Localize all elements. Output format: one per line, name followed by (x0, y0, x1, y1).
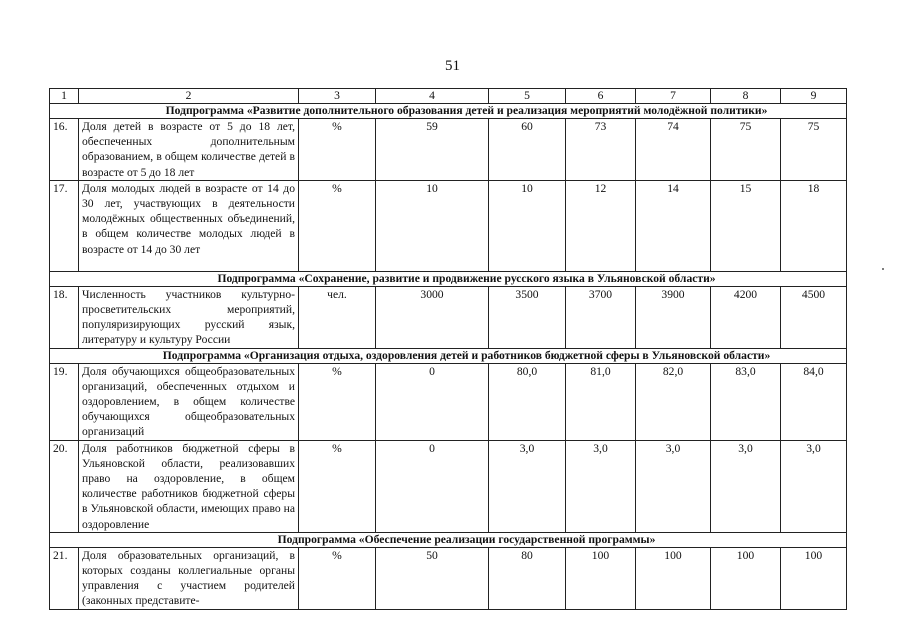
row-number: 21. (50, 547, 79, 609)
header-cell: 9 (781, 89, 847, 104)
header-cell: 7 (636, 89, 711, 104)
row-number: 18. (50, 286, 79, 348)
header-cell: 6 (566, 89, 636, 104)
indicator-description: Доля молодых людей в возрасте от 14 до 30 лет, участвующих в деятельности молодёжных общественных объединений, в общем количестве молодых людей в возрасте от 14 до 30 лет (79, 180, 299, 271)
value-cell: 80 (489, 547, 566, 609)
unit-cell: % (299, 119, 376, 181)
row-number: 16. (50, 119, 79, 181)
subprogram-row (50, 104, 847, 119)
unit-cell: % (299, 363, 376, 440)
value-cell: 82,0 (636, 363, 711, 440)
indicator-description: Доля обучающихся общеобразовательных организаций, обеспеченных отдыхом и оздоровлением, в общем количестве обучающихся общеобразовательных организаций (79, 363, 299, 440)
subprogram-row (50, 532, 847, 547)
value-cell: 100 (566, 547, 636, 609)
unit-cell: % (299, 547, 376, 609)
value-cell: 100 (781, 547, 847, 609)
value-cell: 60 (489, 119, 566, 181)
subprogram-row (50, 348, 847, 363)
value-cell: 3000 (376, 286, 489, 348)
value-cell: 10 (489, 180, 566, 271)
value-cell: 50 (376, 547, 489, 609)
table-row (50, 363, 847, 440)
scan-speck (882, 268, 884, 270)
value-cell: 4200 (711, 286, 781, 348)
indicator-description: Доля детей в возрасте от 5 до 18 лет, обеспеченных дополнительным образованием, в общем количестве детей в возрасте от 5 до 18 лет (79, 119, 299, 181)
subprogram-title: Подпрограмма «Организация отдыха, оздоровления детей и работников бюджетной сферы в Ульяновской области» (50, 348, 847, 363)
value-cell: 100 (636, 547, 711, 609)
value-cell: 0 (376, 440, 489, 532)
value-cell: 3,0 (636, 440, 711, 532)
header-cell: 8 (711, 89, 781, 104)
value-cell: 75 (711, 119, 781, 181)
unit-cell: чел. (299, 286, 376, 348)
unit-cell: % (299, 440, 376, 532)
row-number: 20. (50, 440, 79, 532)
value-cell: 4500 (781, 286, 847, 348)
value-cell: 80,0 (489, 363, 566, 440)
table-row (50, 547, 847, 609)
unit-cell: % (299, 180, 376, 271)
value-cell: 81,0 (566, 363, 636, 440)
indicators-table (49, 88, 847, 610)
value-cell: 3,0 (781, 440, 847, 532)
value-cell: 74 (636, 119, 711, 181)
subprogram-row (50, 271, 847, 286)
value-cell: 10 (376, 180, 489, 271)
row-number: 17. (50, 180, 79, 271)
header-cell: 4 (376, 89, 489, 104)
value-cell: 15 (711, 180, 781, 271)
table-row (50, 119, 847, 181)
table-row (50, 180, 847, 271)
value-cell: 3,0 (489, 440, 566, 532)
value-cell: 3,0 (711, 440, 781, 532)
table-row (50, 440, 847, 532)
header-cell: 3 (299, 89, 376, 104)
row-number: 19. (50, 363, 79, 440)
header-row (50, 89, 847, 104)
value-cell: 0 (376, 363, 489, 440)
value-cell: 59 (376, 119, 489, 181)
value-cell: 75 (781, 119, 847, 181)
value-cell: 100 (711, 547, 781, 609)
value-cell: 3900 (636, 286, 711, 348)
header-cell: 5 (489, 89, 566, 104)
subprogram-title: Подпрограмма «Развитие дополнительного образования детей и реализация мероприятий молодёжной политики» (50, 104, 847, 119)
value-cell: 3,0 (566, 440, 636, 532)
value-cell: 14 (636, 180, 711, 271)
subprogram-title: Подпрограмма «Сохранение, развитие и продвижение русского языка в Ульяновской области» (50, 271, 847, 286)
value-cell: 73 (566, 119, 636, 181)
table-row (50, 286, 847, 348)
header-cell: 2 (79, 89, 299, 104)
value-cell: 3500 (489, 286, 566, 348)
value-cell: 84,0 (781, 363, 847, 440)
indicator-description: Доля работников бюджетной сферы в Ульяновской области, реализовавших право на оздоровление, в общем количестве работников бюджетной сферы в Ульяновской области, имеющих право на оздоровление (79, 440, 299, 532)
header-cell: 1 (50, 89, 79, 104)
subprogram-title: Подпрограмма «Обеспечение реализации государственной программы» (50, 532, 847, 547)
indicator-description: Численность участников культурно-просветительских мероприятий, популяризирующих русский язык, литературу и культуру России (79, 286, 299, 348)
value-cell: 3700 (566, 286, 636, 348)
indicator-description: Доля образовательных организаций, в которых созданы коллегиальные органы управления с участием родителей (законных представите- (79, 547, 299, 609)
value-cell: 83,0 (711, 363, 781, 440)
page-number: 51 (445, 58, 460, 74)
value-cell: 12 (566, 180, 636, 271)
value-cell: 18 (781, 180, 847, 271)
